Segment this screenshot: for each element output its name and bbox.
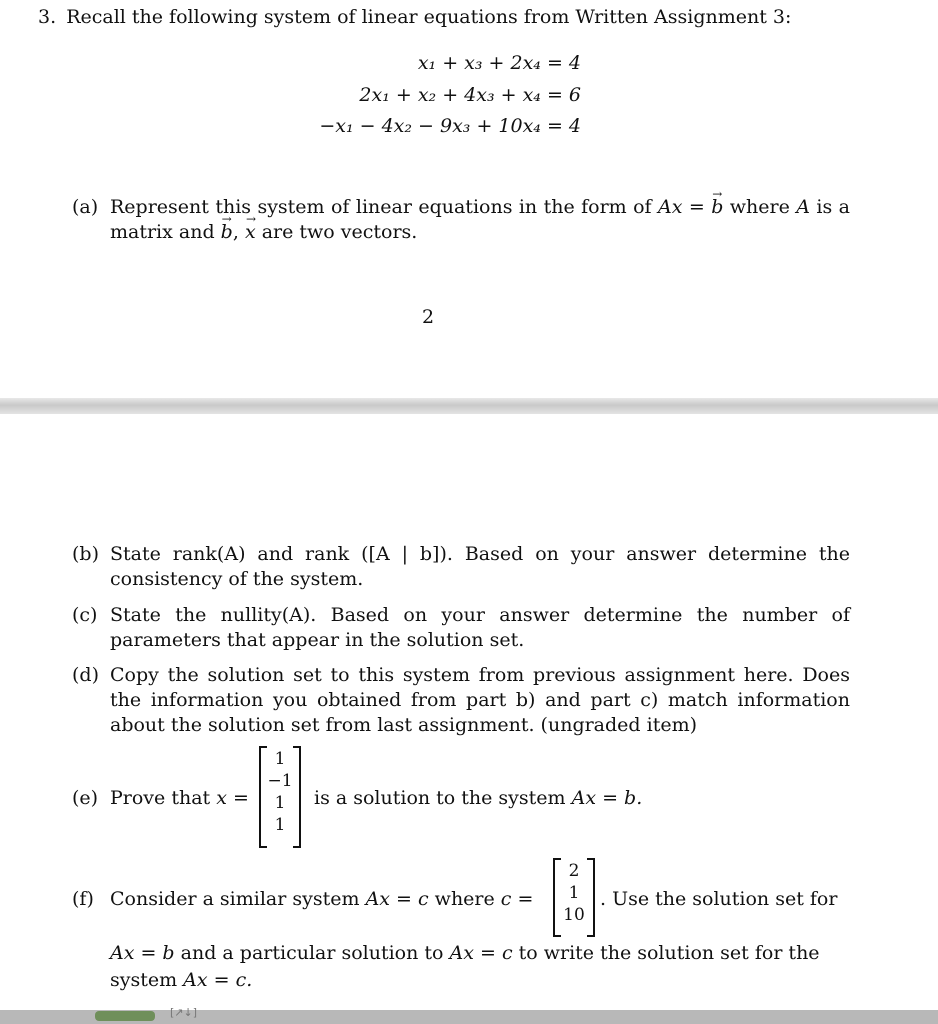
part-f-line2: Ax = b and a particular solution to Ax = c to write the solution set for the — [110, 942, 820, 964]
equation-1: x₁ + x₃ + 2x₄ = 4 — [417, 52, 581, 74]
problem-number: 3. — [38, 6, 57, 28]
equation-3: −x₁ − 4x₂ − 9x₃ + 10x₄ = 4 — [319, 115, 581, 137]
part-f-line3: system Ax = c. — [110, 969, 253, 991]
part-c-label: (c) — [72, 604, 98, 626]
part-f-vector — [553, 858, 595, 937]
part-c-text: State the nullity(A). Based on your answer determine the number of parameters that appear in the solution set. — [110, 604, 850, 651]
part-a — [72, 195, 850, 245]
part-f-line1-end: . Use the solution set for — [600, 888, 838, 910]
part-a-label: (a) — [72, 196, 99, 218]
part-f-label: (f) — [72, 888, 94, 910]
part-e-text-after: is a solution to the system Ax = b. — [314, 787, 643, 809]
part-e-system: Ax = b. — [571, 787, 643, 809]
vector-entry: 10 — [563, 905, 585, 925]
problem-intro: Recall the following system of linear equations from Written Assignment 3: — [66, 6, 792, 28]
part-e-x-eq: x = — [216, 787, 249, 809]
part-b — [72, 542, 850, 592]
part-f-line1: Consider a similar system Ax = c where c = — [110, 888, 534, 910]
page-2 — [0, 414, 938, 1010]
part-c — [72, 603, 850, 653]
part-d-text: Copy the solution set to this system from previous assignment here. Does the information you obtained from part b) and part c) match information about the solution set from last assignment. (ungraded item) — [110, 664, 850, 736]
part-e-vector — [259, 746, 301, 848]
part-a-body: Represent this system of linear equations in the form of Ax = → b where A is a matrix and → b, → x are two vectors. — [110, 195, 850, 245]
thumbnail-icon[interactable] — [95, 1011, 155, 1021]
vector-entry: 1 — [274, 749, 286, 769]
part-e-label: (e) — [72, 787, 99, 809]
part-b-text: State rank(A) and rank ([A | b]). Based on your answer determine the consistency of the system. — [110, 543, 850, 590]
vector-entry: 1 — [274, 793, 286, 813]
page-1 — [0, 0, 938, 398]
problem-header — [38, 6, 791, 28]
equation-2: 2x₁ + x₂ + 4x₃ + x₄ = 6 — [359, 84, 581, 106]
vector-entry: 2 — [568, 861, 580, 881]
part-b-label: (b) — [72, 543, 99, 565]
vector-entry: −1 — [267, 771, 293, 791]
part-d-label: (d) — [72, 664, 99, 686]
page-number: 2 — [422, 306, 435, 328]
part-d — [72, 663, 850, 738]
expand-icon[interactable]: [↗↓] — [170, 1006, 198, 1019]
vector-entry: 1 — [568, 883, 580, 903]
vector-entry: 1 — [274, 815, 286, 835]
page-gap — [0, 398, 938, 414]
part-e-text-before: Prove that x = — [110, 787, 249, 809]
